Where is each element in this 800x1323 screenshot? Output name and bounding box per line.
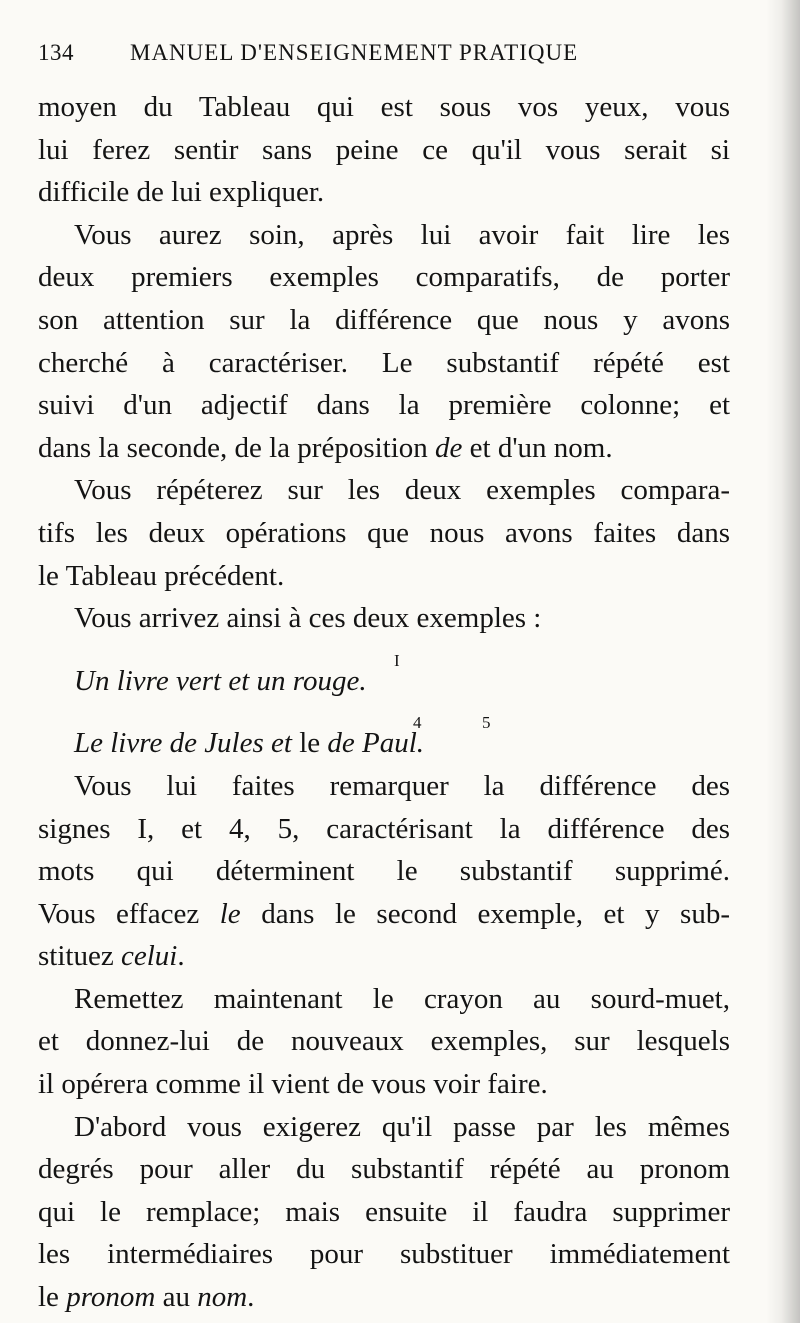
text-fragment: de Paul. [320,727,425,760]
text-line: Vous lui faites remarquer la différence des [74,769,730,802]
text-line: et donnez-lui de nouveaux exemples, sur lesquels [38,1025,730,1058]
example-sentence: Un livre vert et un rouge. [74,664,367,697]
text-fragment: dans la seconde, de la préposition [38,431,436,464]
italic-word: le [219,897,241,930]
text-line: moyen du Tableau qui est sous vos yeux, vous [38,91,730,123]
page-body [38,86,730,1319]
page-edge-shadow [766,0,800,1323]
example-mark: 4 [413,713,422,733]
text-line: suivi d'un adjectif dans la première colonne; et [38,389,730,422]
text-line: Vous arrivez ainsi à ces deux exemples : [74,602,542,635]
text-fragment: et d'un nom. [462,431,613,464]
text-fragment: stituez [38,940,121,973]
example-mark: I [394,650,400,670]
text-line: le Tableau précédent. [38,559,285,592]
text-line [38,1276,730,1319]
text-fragment: le [38,1281,67,1314]
text-fragment: le [299,727,321,760]
text-line: Remettez maintenant le crayon au sourd-muet, [74,982,730,1015]
text-line: Vous répéterez sur les deux exemples compara- [74,474,730,507]
text-line: qui le remplace; mais ensuite il faudra supprimer [38,1195,730,1228]
page-number: 134 [38,40,74,65]
text-line: lui ferez sentir sans peine ce qu'il vous serait si [38,133,730,166]
example-marks [38,702,730,733]
text-line: degrés pour aller du substantif répété au pronom [38,1153,730,1186]
text-line: Vous aurez soin, après lui avoir fait lire les [74,218,730,251]
text-fragment: . [247,1281,255,1314]
example-marks [38,640,730,670]
text-fragment: Vous effacez [38,897,220,930]
example-mark: 5 [482,713,491,733]
text-line [38,935,730,978]
italic-word: celui [120,940,178,973]
text-line: il opérera comme il vient de vous voir faire. [38,1068,548,1101]
text-line: son attention sur la différence que nous y avons [38,303,730,336]
text-line: mots qui déterminent le substantif supprimé. [38,855,730,888]
text-line [38,427,730,470]
text-line: deux premiers exemples comparatifs, de porter [38,261,730,294]
text-line: les intermédiaires pour substituer immédiatement [38,1238,730,1271]
text-line: difficile de lui expliquer. [38,176,325,209]
italic-word: pronom [66,1281,156,1314]
text-line: signes I, et 4, 5, caractérisant la différence des [38,812,730,845]
text-fragment: au [155,1281,198,1314]
text-line [38,893,730,936]
text-line: cherché à caractériser. Le substantif répété est [38,346,730,379]
text-line: D'abord vous exigerez qu'il passe par les mêmes [74,1110,730,1143]
text-fragment: dans le second exemple, et y sub- [240,897,731,930]
example-sentence [38,722,730,765]
italic-word: de [435,431,463,464]
italic-word: nom [197,1281,248,1314]
text-fragment: . [177,940,185,973]
text-line: tifs les deux opérations que nous avons faites dans [38,516,730,549]
running-title: MANUEL D'ENSEIGNEMENT PRATIQUE [130,40,579,65]
text-fragment: Le livre de Jules et [74,727,300,760]
